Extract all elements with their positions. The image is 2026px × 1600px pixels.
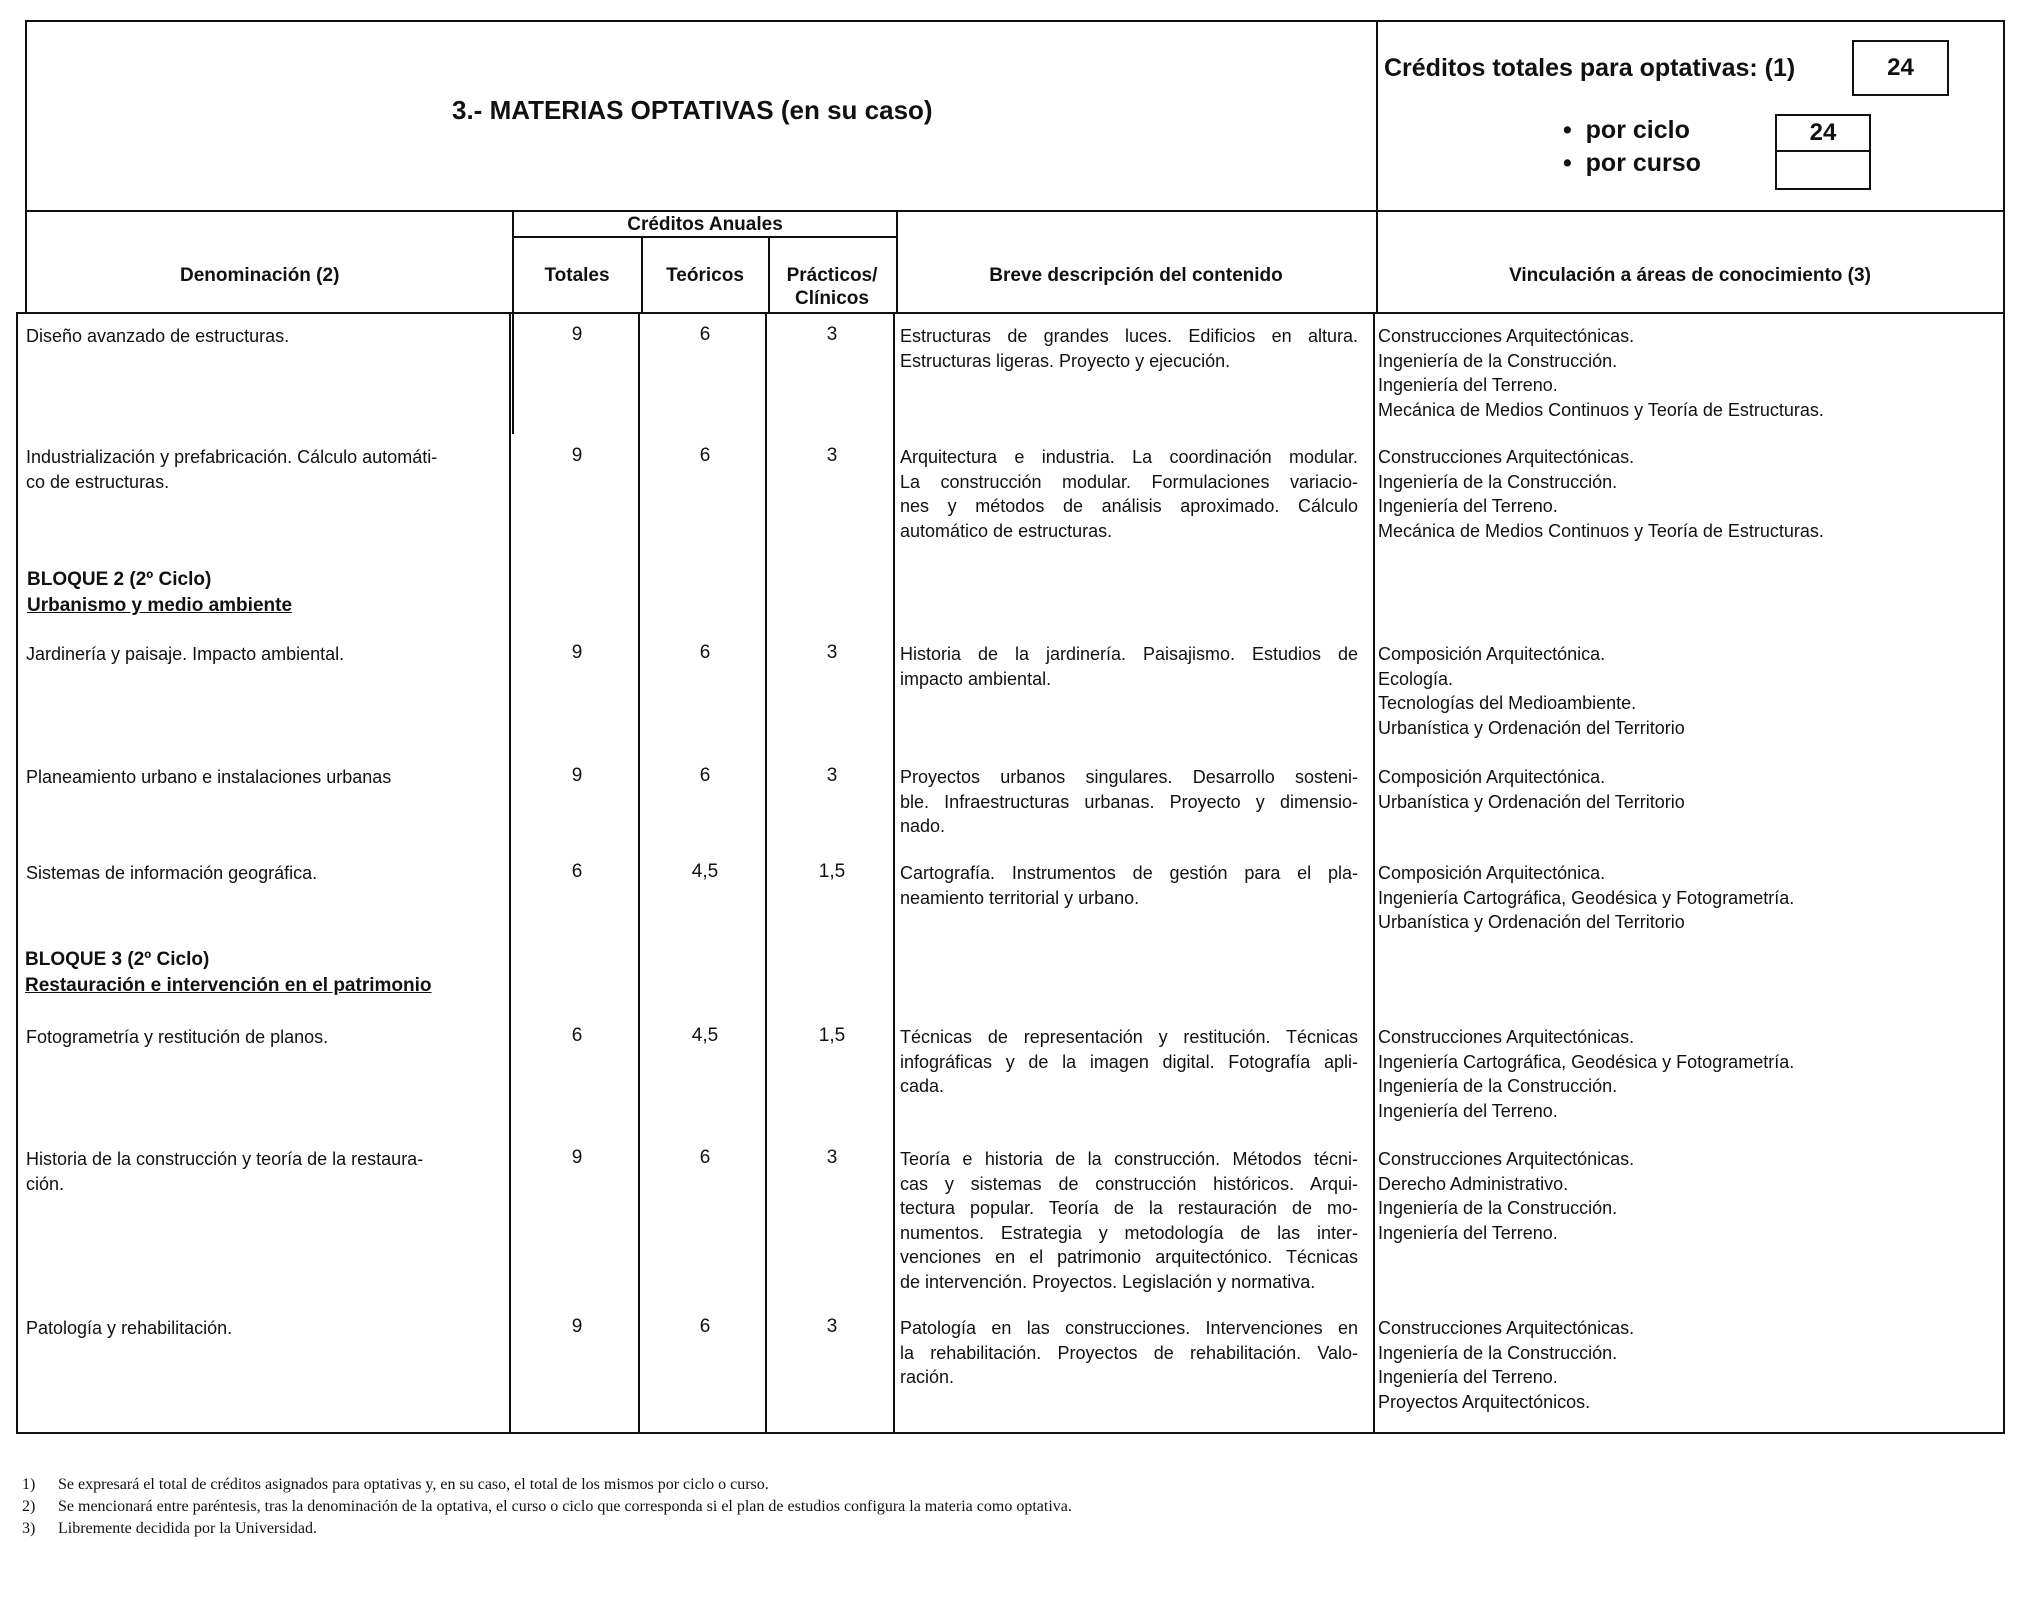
row-descripcion (900, 642, 1358, 691)
row-practicos: 1,5 (818, 1025, 846, 1046)
footnote-2-text: Se mencionará entre paréntesis, tras la denominación de la optativa, el curso o ciclo que corresponda si el plan de estudios configura la materia como optativa. (58, 1498, 1072, 1515)
footnote-3-num: 3) (22, 1520, 36, 1537)
row-denominacion-line: Diseño avanzado de estructuras. (26, 326, 290, 346)
row-descripcion-line: cas y sistemas de construcción históricos. Arqui- (900, 1173, 1358, 1194)
credits-total-box: 24 (1852, 40, 1949, 96)
row-vinculacion (1378, 445, 1998, 543)
bullet-icon: • (1563, 149, 1586, 177)
row-denominacion-line: Historia de la construcción y teoría de la restaura- (26, 1149, 424, 1169)
row-totales: 9 (571, 765, 583, 786)
row-area-item: Construcciones Arquitectónicas. (1378, 1149, 1635, 1169)
row-denominacion (26, 324, 496, 349)
row-descripcion-line: Proyectos urbanos singulares. Desarrollo sosteni- (900, 767, 1358, 787)
row-area-item: Proyectos Arquitectónicos. (1378, 1391, 1591, 1412)
row-area-item: Construcciones Arquitectónicas. (1378, 1318, 1635, 1338)
row-descripcion-line: cada. (900, 1076, 945, 1096)
row-practicos: 3 (826, 445, 838, 466)
bloque-2-title: BLOQUE 2 (2º Ciclo) (27, 569, 212, 590)
row-totales: 9 (571, 1147, 583, 1168)
table-top-border (25, 20, 2005, 22)
row-vinculacion (1378, 1316, 1998, 1414)
por-curso-box (1775, 150, 1871, 190)
col-header-totales: Totales (544, 265, 610, 286)
row-descripcion-line: Estructuras de grandes luces. Edificios en altura. (900, 326, 1358, 346)
row-descripcion (900, 861, 1358, 910)
row-descripcion-line: venciones en el patrimonio arquitectónico. Técnicas (900, 1247, 1358, 1267)
row-descripcion (900, 1147, 1358, 1294)
row-denominacion-line: Fotogrametría y restitución de planos. (26, 1027, 329, 1047)
row-descripcion-line: de intervención. Proyectos. Legislación y normativa. (900, 1271, 1316, 1292)
row-descripcion-line: tectura popular. Teoría de la restauración de mo- (900, 1198, 1358, 1218)
row-area-item: Ingeniería de la Construcción. (1378, 1198, 1618, 1218)
credits-total-label: Créditos totales para optativas: (1) (1384, 54, 1796, 82)
row-area-item: Ingeniería de la Construcción. (1378, 1076, 1618, 1096)
bullet-icon: • (1563, 116, 1586, 144)
row-area-item: Ingeniería del Terreno. (1378, 1222, 1558, 1243)
col-header-denominacion: Denominación (2) (180, 265, 340, 286)
col-header-descripcion: Breve descripción del contenido (989, 265, 1283, 286)
table-left-border-body (16, 312, 18, 1434)
row-totales: 9 (571, 324, 583, 345)
bloque-2-heading (27, 567, 292, 619)
row-descripcion (900, 445, 1358, 543)
row-area-item: Urbanística y Ordenación del Territorio (1378, 791, 1685, 812)
row-descripcion-line: Arquitectura e industria. La coordinación modular. (900, 447, 1358, 467)
row-area-item: Ingeniería del Terreno. (1378, 1100, 1558, 1121)
row-practicos: 3 (826, 765, 838, 786)
row-descripcion-line: neamiento territorial y urbano. (900, 887, 1140, 908)
row-practicos: 3 (826, 642, 838, 663)
top-vertical-divider (1376, 20, 1378, 212)
col-header-vinculacion: Vinculación a áreas de conocimiento (3) (1509, 265, 1871, 286)
col-header-teoricos: Teóricos (666, 265, 744, 286)
row-vinculacion (1378, 642, 1998, 740)
col-header-practicos-line1: Prácticos/ (786, 265, 878, 286)
row-teoricos: 6 (699, 642, 711, 663)
row-vinculacion (1378, 861, 1998, 935)
row-teoricos: 6 (699, 1147, 711, 1168)
row-area-item: Composición Arquitectónica. (1378, 767, 1606, 787)
row-denominacion (26, 642, 496, 667)
row-area-item: Ingeniería del Terreno. (1378, 1367, 1558, 1387)
row-descripcion-line: Técnicas de representación y restitución. Técnicas (900, 1027, 1358, 1047)
col-header-practicos (768, 264, 896, 310)
row-area-item: Construcciones Arquitectónicas. (1378, 1027, 1635, 1047)
section-title: 3.- MATERIAS OPTATIVAS (en su caso) (452, 95, 933, 125)
footnote-1-text: Se expresará el total de créditos asignados para optativas y, en su caso, el total de los mismos por ciclo o curso. (58, 1476, 769, 1493)
column-header-divider (16, 312, 2005, 314)
bloque-3-heading (25, 947, 432, 999)
col-divider-1 (512, 210, 514, 434)
row-descripcion (900, 765, 1358, 839)
row-denominacion (26, 1316, 496, 1341)
row-totales: 6 (571, 861, 583, 882)
row-vinculacion (1378, 324, 1998, 422)
row-descripcion (900, 1316, 1358, 1390)
footnote-3-text: Libremente decidida por la Universidad. (58, 1520, 318, 1537)
row-denominacion-line: Jardinería y paisaje. Impacto ambiental. (26, 644, 345, 664)
row-descripcion-line: automático de estructuras. (900, 520, 1113, 541)
bloque-2-subtitle: Urbanismo y medio ambiente (27, 595, 293, 616)
row-denominacion-line: co de estructuras. (26, 471, 170, 492)
header-divider (25, 210, 2005, 212)
row-area-item: Ingeniería del Terreno. (1378, 375, 1558, 395)
row-totales: 9 (571, 1316, 583, 1337)
row-denominacion-line: Industrialización y prefabricación. Cálculo automáti- (26, 447, 438, 467)
row-totales: 9 (571, 445, 583, 466)
row-descripcion-line: la rehabilitación. Proyectos de rehabilitación. Valo- (900, 1342, 1358, 1363)
row-descripcion-line: Historia de la jardinería. Paisajismo. Estudios de (900, 644, 1358, 664)
footnote-3 (22, 1520, 317, 1538)
row-area-item: Construcciones Arquitectónicas. (1378, 447, 1635, 467)
col-divider-5 (1376, 210, 1378, 314)
row-vinculacion (1378, 1025, 1998, 1123)
row-teoricos: 4,5 (691, 1025, 719, 1046)
footnote-2 (22, 1498, 1072, 1516)
row-practicos: 3 (826, 1316, 838, 1337)
row-area-item: Mecánica de Medios Continuos y Teoría de Estructuras. (1378, 520, 1824, 541)
row-descripcion-line: infográficas y de la imagen digital. Fotografía apli- (900, 1051, 1358, 1072)
row-descripcion-line: impacto ambiental. (900, 668, 1052, 689)
row-area-item: Ecología. (1378, 668, 1454, 689)
row-descripcion-line: nes y métodos de análisis aproximado. Cálculo (900, 496, 1358, 516)
row-teoricos: 6 (699, 1316, 711, 1337)
por-ciclo-label: por ciclo (1585, 116, 1690, 144)
row-teoricos: 6 (699, 324, 711, 345)
por-curso-row (1563, 149, 1701, 178)
row-descripcion-line: Estructuras ligeras. Proyecto y ejecución. (900, 350, 1231, 371)
creditos-anuales-underline (512, 236, 898, 238)
col-header-creditos-anuales: Créditos Anuales (627, 214, 783, 235)
col-header-practicos-line2: Clínicos (795, 288, 869, 309)
row-teoricos: 6 (699, 765, 711, 786)
row-area-item: Composición Arquitectónica. (1378, 644, 1606, 664)
row-area-item: Mecánica de Medios Continuos y Teoría de Estructuras. (1378, 399, 1824, 420)
row-area-item: Ingeniería Cartográfica, Geodésica y Fotogrametría. (1378, 1051, 1795, 1072)
row-area-item: Composición Arquitectónica. (1378, 863, 1606, 883)
row-practicos: 3 (826, 1147, 838, 1168)
row-practicos: 3 (826, 324, 838, 345)
footnote-1 (22, 1476, 769, 1494)
row-descripcion (900, 324, 1358, 373)
row-descripcion-line: nado. (900, 816, 946, 836)
row-descripcion-line: numentos. Estrategia y metodología de las inter- (900, 1222, 1358, 1243)
table-left-border-top (25, 20, 27, 312)
row-denominacion-line: ción. (26, 1173, 65, 1194)
col-divider-1-body (509, 312, 511, 1434)
row-denominacion-line: Patología y rehabilitación. (26, 1318, 233, 1338)
row-descripcion-line: ble. Infraestructuras urbanas. Proyecto y dimensio- (900, 791, 1358, 812)
table-bottom-border (16, 1432, 2005, 1434)
bloque-3-title: BLOQUE 3 (2º Ciclo) (25, 949, 210, 970)
por-ciclo-box: 24 (1775, 114, 1871, 152)
row-area-item: Urbanística y Ordenación del Territorio (1378, 912, 1685, 932)
footnote-1-num: 1) (22, 1476, 36, 1493)
row-descripcion-line: Patología en las construcciones. Intervenciones en (900, 1318, 1358, 1338)
row-denominacion (26, 1147, 496, 1196)
table-right-border (2003, 20, 2005, 1434)
row-descripcion-line: Teoría e historia de la construcción. Métodos técni- (900, 1149, 1358, 1169)
row-descripcion (900, 1025, 1358, 1099)
por-ciclo-row (1563, 116, 1690, 145)
row-area-item: Urbanística y Ordenación del Territorio (1378, 717, 1685, 738)
row-area-item: Derecho Administrativo. (1378, 1173, 1569, 1194)
row-area-item: Construcciones Arquitectónicas. (1378, 326, 1635, 346)
footnote-2-num: 2) (22, 1498, 36, 1515)
row-area-item: Ingeniería de la Construcción. (1378, 471, 1618, 492)
row-area-item: Tecnologías del Medioambiente. (1378, 693, 1637, 713)
row-denominacion-line: Sistemas de información geográfica. (26, 863, 318, 883)
row-area-item: Ingeniería del Terreno. (1378, 496, 1558, 516)
row-teoricos: 4,5 (691, 861, 719, 882)
row-denominacion (26, 445, 496, 494)
row-denominacion (26, 861, 496, 886)
row-vinculacion (1378, 1147, 1998, 1245)
row-area-item: Ingeniería de la Construcción. (1378, 1342, 1618, 1363)
row-area-item: Ingeniería de la Construcción. (1378, 350, 1618, 371)
bloque-3-subtitle: Restauración e intervención en el patrimonio (25, 975, 432, 996)
row-descripcion-line: La construcción modular. Formulaciones variacio- (900, 471, 1358, 492)
col-divider-5-body (1373, 312, 1375, 1434)
row-vinculacion (1378, 765, 1998, 814)
row-totales: 9 (571, 642, 583, 663)
row-denominacion (26, 765, 496, 790)
row-practicos: 1,5 (818, 861, 846, 882)
row-descripcion-line: Cartografía. Instrumentos de gestión para el pla- (900, 863, 1358, 883)
row-area-item: Ingeniería Cartográfica, Geodésica y Fotogrametría. (1378, 887, 1795, 908)
row-denominacion (26, 1025, 496, 1050)
row-totales: 6 (571, 1025, 583, 1046)
row-teoricos: 6 (699, 445, 711, 466)
row-descripcion-line: ración. (900, 1367, 955, 1387)
por-curso-label: por curso (1585, 149, 1701, 177)
row-denominacion-line: Planeamiento urbano e instalaciones urbanas (26, 767, 392, 787)
